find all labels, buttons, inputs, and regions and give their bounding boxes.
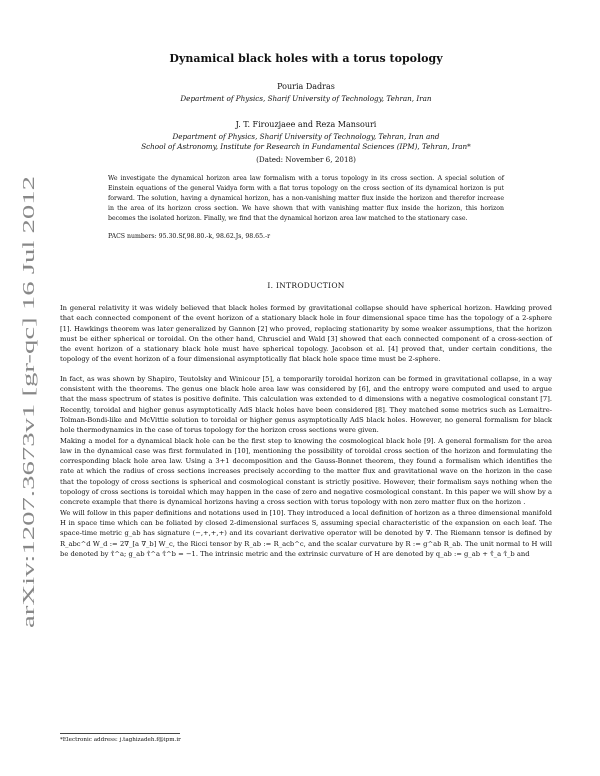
paper-page xyxy=(60,52,552,559)
affiliation-1: Department of Physics, Sharif University of Technology, Tehran, Iran xyxy=(180,94,432,103)
author-2: J. T. Firouzjaee and Reza Mansouri xyxy=(235,120,377,129)
paragraph-2: In fact, as was shown by Shapiro, Teutolsky and Winicour [5], a temporarily toroidal horizon can be formed in gravitational collapse, in a way consistent with the theorems. The genus one black hole area law was considered by [6], and the entropy were computed and used to argue that the mass spectrum of states is positive definite. This calculation was extended to d dimensions with a negative cosmological constant [7]. Recently, toroidal and higher genus asymptotically AdS black holes have been considered [8]. They matched some metrics such as Lemaitre-Tolman-Bondi-like and McVittie solution to toroidal or higher genus asymptotically AdS black holes. However, no general formalism for black hole thermodynamics in the case of torus topology for the horizon cross sections were given. xyxy=(60,374,552,435)
arxiv-id-text: arXiv:1207.3673v1 [gr-qc] 16 Jul 2012 xyxy=(19,360,38,628)
footnote-divider xyxy=(60,733,180,734)
author-1: Pouria Dadras xyxy=(277,82,335,91)
date-line: (Dated: November 6, 2018) xyxy=(256,155,356,164)
affiliation-2 xyxy=(60,132,552,152)
abstract: We investigate the dynamical horizon area law formalism with a torus topology in its cross section. A special solution of Einstein equations of the general Vaidya form with a flat torus topology on the cross section of its dynamical horizon is put forward. The solution, having a dynamical horizon, has a non-vanishing matter flux inside the horizon and therefor increase in the area of its horizon cross section. We have shown that with vanishing matter flux inside the horizon, this horizon becomes the isolated horizon. Finally, we find that the dynamical horizon area law matched to the stationary case. xyxy=(108,175,504,222)
footnote: *Electronic address: j.taghizadeh.f@ipm.ir xyxy=(60,737,181,743)
affiliation-2-line-1: Department of Physics, Sharif University of Technology, Tehran, Iran and xyxy=(172,132,440,141)
paragraph-3: Making a model for a dynamical black hole can be the first step to knowing the cosmological black hole [9]. A general formalism for the area law in the dynamical case was first formulated in [10], mentioning the possibility of toroidal cross section of the horizon and formulating the corresponding black hole area law. Using a 3+1 decomposition and the Gauss-Bonnet theorem, they found a formalism which identifies the rate at which the radius of cross sections increases precisely according to the matter flux and gravitational wave on the horizon in the case that the topology of cross sections is spherical and cosmological constant is strictly positive. However, their formalism says nothing when the topology of cross sections is toroidal which may happen in the case of zero and negative cosmological constant. In this paper we will show by a concrete example that there is dynamical horizons having a cross section with torus topology with non zero matter flux on the horizon . xyxy=(60,436,552,507)
paragraph-4: We will follow in this paper definitions and notations used in [10]. They introduced a local definition of horizon as a three dimensional manifold H in space time which can be foliated by closed 2-dimensional surfaces S, assuming special characteristic of the expansion on each leaf. The space-time metric g_ab has signature (−,+,+,+) and its covariant derivative operator will be denoted by ∇. The Riemann tensor is defined by R_abc^d W_d := 2∇_[a ∇_b] W_c, the Ricci tensor by R_ab := R_acb^c, and the scalar curvature by R := g^ab R_ab. The unit normal to H will be denoted by τ̂^a; g_ab τ̂^a τ̂^b = −1. The intrinsic metric and the extrinsic curvature of H are denoted by q_ab := g_ab + τ̂_a τ̂_b and xyxy=(60,508,552,558)
arxiv-stamp xyxy=(8,170,44,630)
pacs-numbers: PACS numbers: 95.30.Sf,98.80.-k, 98.62.Js, 98.65.-r xyxy=(108,233,271,240)
paper-title: Dynamical black holes with a torus topology xyxy=(169,52,443,65)
affiliation-2-line-2: School of Astronomy, Institute for Research in Fundamental Sciences (IPM), Tehran, Iran* xyxy=(141,142,471,151)
section-heading: I. INTRODUCTION xyxy=(267,281,345,290)
arxiv-identifier xyxy=(8,170,44,630)
paragraph-1: In general relativity it was widely believed that black holes formed by gravitational collapse should have spherical horizon. Hawking proved that each connected component of the event horizon of a stationary black hole in four dimensional space time has the topology of a 2-sphere [1]. Hawkings theorem was later generalized by Gannon [2] who proved, replacing stationarity by some weaker assumptions, that the horizon must be either spherical or toroidal. On the other hand, Chrusciel and Wald [3] showed that each connected component of a cross-section of the event horizon of a stationary black hole must have spherical topology. Jacobson et al. [4] proved that, under certain conditions, the topology of the event horizon of a four dimensional asymptotically flat black hole space time must be 2-sphere. xyxy=(60,304,552,364)
